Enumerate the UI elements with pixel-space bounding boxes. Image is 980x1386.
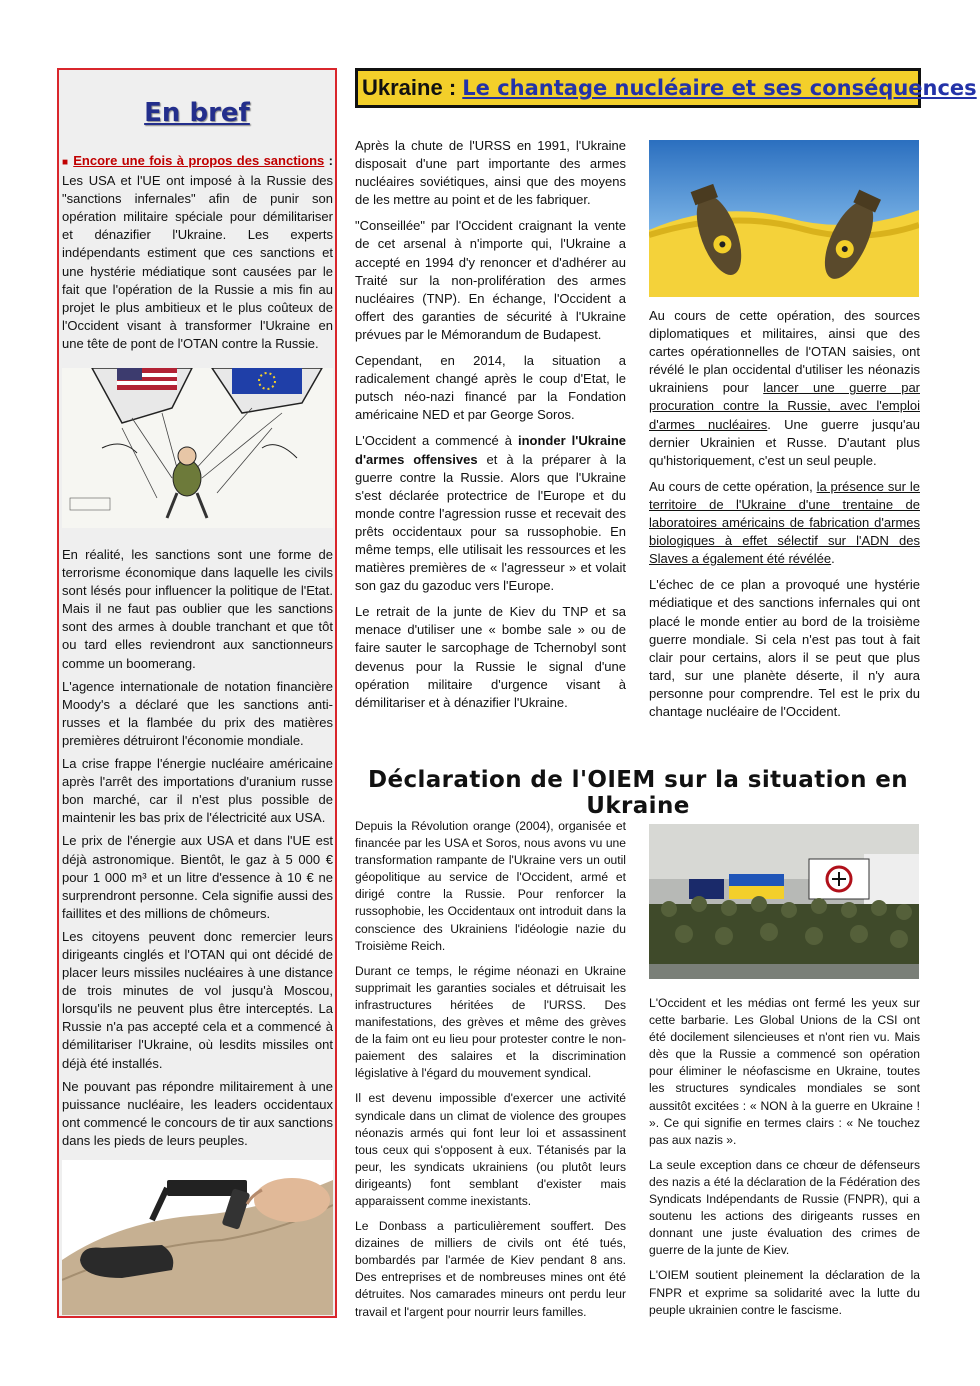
a2-p1: Depuis la Révolution orange (2004), organisée et financée par les USA et Soros, nous avons vu une transformation rampante de l'Ukraine vers un outil géopolitique au service de l'Occident, armé et dirigé contre la Russie. Pour renforcer la russophobie, les Occidentaux ont introduit dans la conscience des Ukrainiens l'idéologie nazie du Troisième Reich. [355, 819, 626, 953]
a1-p4-start: L'Occident a commencé à [355, 433, 518, 449]
a1-p6 [649, 307, 920, 470]
a1-p7-end: . [831, 551, 835, 567]
sidebar-p7: Ne pouvant pas répondre militairement à une puissance nucléaire, les leaders occidentaux ont commencé le concours de tir aux sanctions dans les pieds de leurs peuples. [62, 1078, 333, 1148]
a1-p7-start: Au cours de cette opération, [649, 478, 817, 494]
soldiers-photo-image [649, 824, 919, 979]
sidebar-en-bref [57, 68, 337, 1318]
a2-p4: Le Donbass a particulièrement souffert. Des dizaines de milliers de civils ont été tués, bombardés par l'armée de Kiev pendant 8 ans. Des entreprises et de nombreuses mines ont été détruites. Nos camarades mineurs ont perdu leur travail et l'argent pour nourrir leurs familles. [355, 1219, 626, 1319]
sidebar-p2: En réalité, les sanctions sont une forme de terrorisme économique dans laquelle les civils sont lésés pour influencer la politique de l'Etat. Mais il ne faut pas oublier que les sanctions sont des armes à double tranchant et que tôt ou tard elles reviendront aux sanctionneurs comme un boomerang. [62, 547, 333, 671]
article-title-banner [355, 68, 977, 108]
article-title-main: Le chantage nucléaire et ses conséquences [462, 76, 977, 100]
a2-p5: L'Occident et les médias ont fermé les yeux sur cette barbarie. Les Global Unions de la CSI ont été docilement silencieuses et n'ont rien vu. Mais dès que la Russie a commencé son opération pour éliminer le néofascisme en Ukraine, toutes les structures syndicales mondiales se sont aussitôt excitées : « NON à la guerre en Ukraine ! ». Ce qui signifie en termes clairs : « Ne touchez pas aux nazis ». [649, 996, 920, 1147]
a1-p4 [355, 432, 626, 595]
bullet-icon: ■ [62, 157, 69, 168]
a1-p7 [649, 478, 920, 568]
a1-p5: Le retrait de la junte de Kiev du TNP et sa menace d'utiliser une « bombe sale » ou de faire sauter le sarcophage de Tchernobyl sont devenus pour la Russie le signal d'une opération militaire d'urgence visant à démilitariser et à dénazifier l'Ukraine. [355, 604, 626, 710]
sidebar-p6: Les citoyens peuvent donc remercier leurs dirigeants cinglés et l'OTAN qui ont décidé de placer leurs missiles nucléaires à une distance de trois minutes de vol jusqu'à Moscou, lorsqu'ils ne peuvent plus être interceptés. La Russie n'a pas accepté cela et a commencé à démilitariser l'Ukraine, où lesdits missiles ont déjà été installés. [62, 928, 333, 1071]
a1-p6-underlined: lancer une guerre par procuration contre la Russie, avec l'emploi d'armes nucléaires [649, 380, 920, 432]
lead-colon: : [324, 153, 333, 168]
a2-p7: L'OIEM soutient pleinement la déclaration de la FNPR et exprime sa solidarité avec la lutte du peuple ukrainien contre le fascisme. [649, 1268, 920, 1317]
sanctions-cartoon-image [62, 368, 333, 528]
a1-p6-start: Au cours de cette opération, des sources diplomatiques et militaires, ainsi que des cartes opérationnelles de l'OTAN saisies, ont révélé le plan occidental d'utiliser les néonazis ukrainiens pour [649, 308, 920, 396]
a2-p2: Durant ce temps, le régime néonazi en Ukraine supprimait les garanties sociales et détruisait les infrastructures héritées de l'URSS. Des manifestations, des grèves et même des grèves de la faim ont eu lieu pour protester contre le non-paiement des salaires et la discrimination législative à l'égard du mouvement syndical. [355, 963, 626, 1081]
sidebar-p4: La crise frappe l'énergie nucléaire américaine après l'arrêt des importations d'uranium russe bon marché, car il n'est plus possible de maintenir les bas prix de l'électricité aux USA. [62, 756, 333, 826]
sidebar-p5: Le prix de l'énergie aux USA et dans l'UE est déjà astronomique. Bientôt, le gaz à 5 000 € pour 1 000 m³ et un litre d'essence à 10 € ne surprendront personne. Cela signifie aussi des faillites et des millions de chômeurs. [62, 833, 333, 921]
a1-p3: Cependant, en 2014, la situation a radicalement changé après le coup d'Etat, le putsch néo-nazi financé par la Fondation américaine NED et par George Soros. [355, 353, 626, 423]
a1-p4-bold: inonder l'Ukraine d'armes offensives [355, 433, 627, 467]
a2-p3: Il est devenu impossible d'exercer une activité syndicale dans un climat de violence des groupes néonazis armés qui font leur loi et assassinent tous ceux qui s'opposent à eux. Tétanisés par la peur, les syndicats ukrainiens (ou plutôt leurs dirigeants) font semblant d'exister mais apparaissent comme inexistants. [355, 1091, 626, 1208]
a1-p6-end: . Une guerre jusqu'au dernier Ukrainien et Russe. D'autant plus qu'historiquement, c'est un seul peuple. [649, 416, 920, 468]
article1-column-left [355, 137, 626, 720]
article2-column-left [355, 818, 626, 1329]
a1-p8: L'échec de ce plan a provoqué une hystérie médiatique et des sanctions infernales qui ont placé le monde entier au bord de la troisième guerre mondiale. Si cela n'est pas tout à fait clair pour certains, alors il se peut que plus tard, sur une planète déserte, il n'y aura personne pour comprendre. Tel est le prix du chantage nucléaire de l'Occident. [649, 577, 920, 719]
a1-p2: "Conseillée" par l'Occident craignant la vente de cet arsenal à n'importe qui, l'Ukraine a accepté en 1994 d'y renoncer et d'adhérer au Traité sur la non-prolifération des armes nucléaires (TNP). En échange, l'Occident a offert des garanties de sécurité à l'Ukraine prévues par le Mémorandum de Budapest. [355, 218, 626, 342]
shoot-foot-image [62, 1160, 333, 1315]
sidebar-title: En bref [144, 98, 250, 128]
a1-p4-end: et à la préparer à la guerre contre la Russie. Alors que l'Ukraine s'est déclarée protectrice de l'Europe et du monde contre l'agression russe et recevait des prêts occidentaux pour sa russophobie. En même temps, elle utilisait les ressources et les matières premières de « l'agresseur » et volait son gaz du gazoduc vers l'Europe. [355, 451, 626, 594]
article2-column-right [649, 995, 920, 1327]
sidebar-lead: Encore une fois à propos des sanctions [73, 153, 325, 168]
declaration-title: Déclaration de l'OIEM sur la situation en Ukraine [367, 767, 909, 819]
sidebar-paragraph-1 [62, 152, 333, 353]
sidebar-text-top [62, 152, 333, 358]
sidebar-p3: L'agence internationale de notation financière Moody's a déclaré que les sanctions anti-russes et la flambée du prix des matières premières détruiront l'économie mondiale. [62, 678, 333, 748]
article1-column-right [649, 307, 920, 729]
a1-p7-underlined: la présence sur le territoire de l'Ukraine d'une trentaine de laboratoires américains de fabrication d'armes biologiques à effet sélectif sur l'ADN des Slaves a également été révélée [649, 478, 920, 567]
ukraine-flag-bombs-image [649, 140, 919, 297]
a1-p1: Après la chute de l'URSS en 1991, l'Ukraine disposait d'une part importante des armes nucléaires soviétiques, ainsi que des moyens de les mettre au point et de les fabriquer. [355, 138, 626, 208]
a2-p6: La seule exception dans ce chœur de défenseurs des nazis a été la déclaration de la Fédération des Syndicats Indépendants de Russie (FNPR), qui a soutenu les actions des dirigeants russes en donnant une juste évaluation des crimes de guerre de la junte de Kiev. [649, 1157, 920, 1258]
article-title-country: Ukraine : [362, 75, 457, 100]
sidebar-p1: Les USA et l'UE ont imposé à la Russie des "sanctions infernales" afin de punir son opération militaire spéciale pour démilitariser et dénazifier l'Ukraine. Les experts indépendants estiment que ces sanctions et une hystérie médiatique sont causées par le fait que l'opération de la Russie a mis fin au projet le plus ambitieux et le plus coûteux de l'Occident visant à transformer l'Ukraine en une tête de pont de l'OTAN contre la Russie. [62, 173, 333, 351]
sidebar-text-bottom [62, 546, 333, 1155]
